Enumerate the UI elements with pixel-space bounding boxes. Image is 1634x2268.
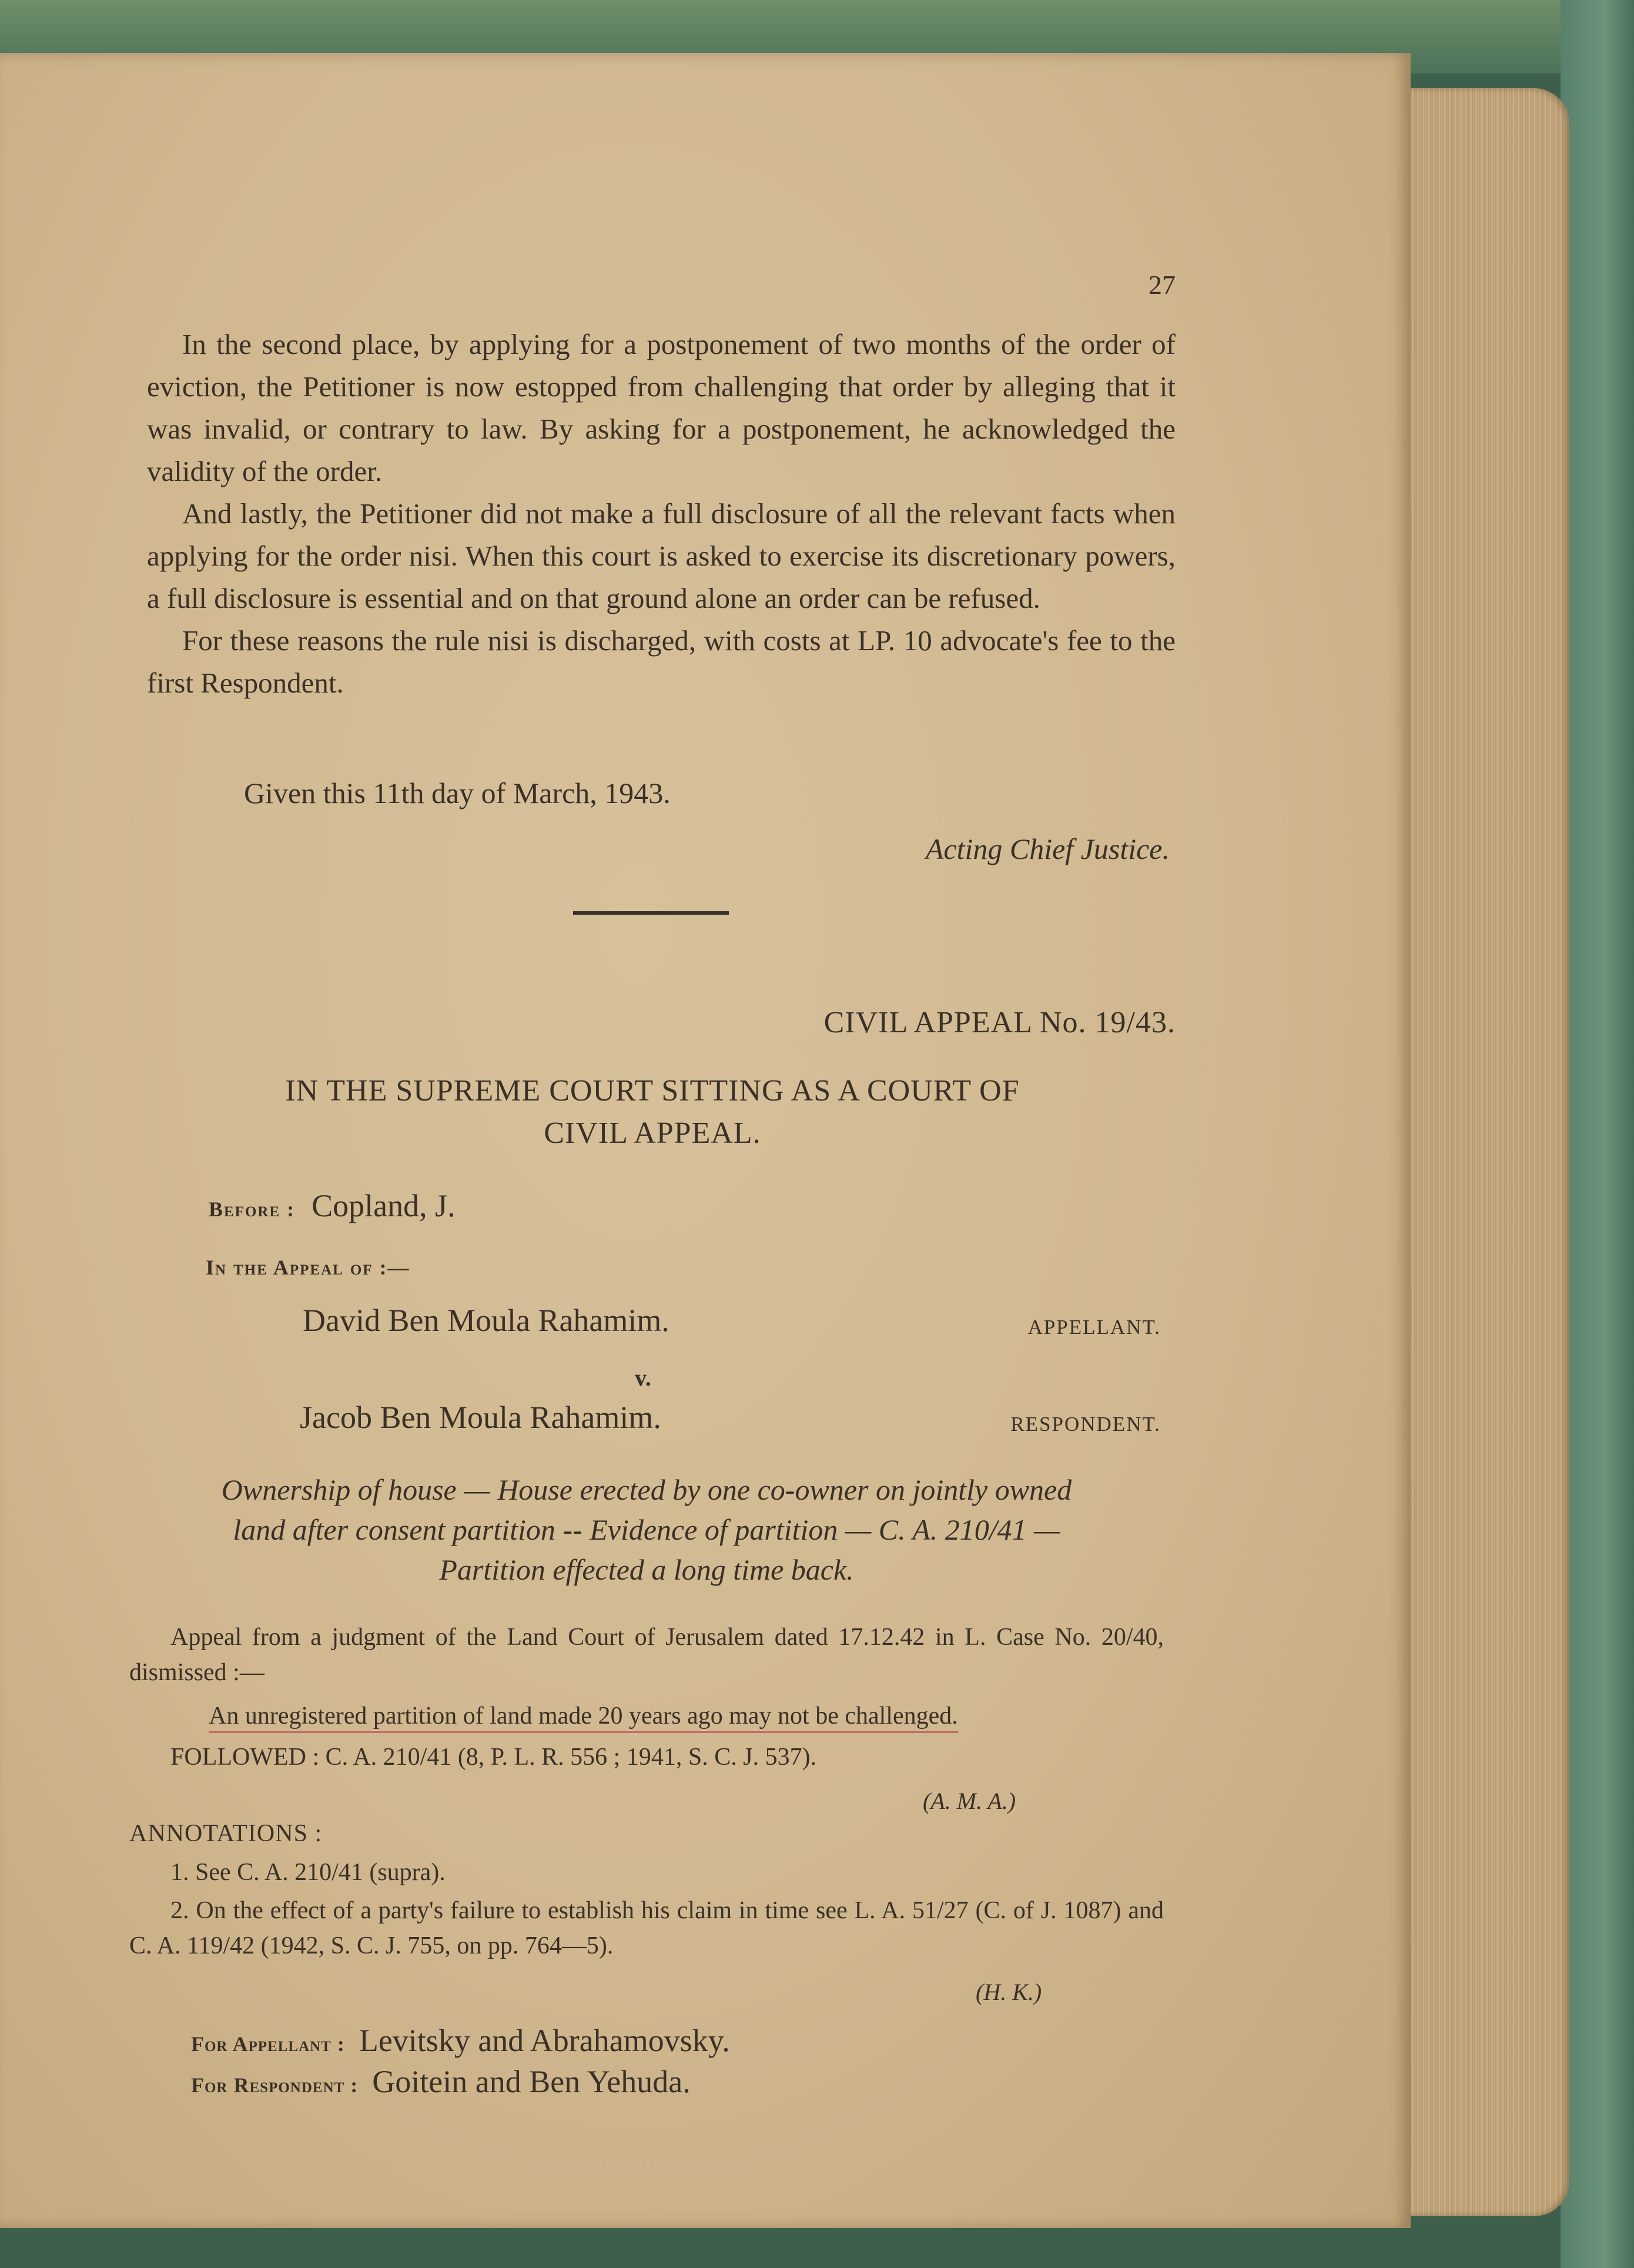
respondent-role: RESPONDENT. bbox=[1010, 1413, 1161, 1436]
appeal-summary-text: Appeal from a judgment of the Land Court of Jerusalem dated 17.12.42 in L. Case No. 20/40, dismissed :— bbox=[129, 1624, 1164, 1686]
court-title-line: IN THE SUPREME COURT SITTING AS A COURT OF bbox=[285, 1074, 1020, 1108]
court-title-line: CIVIL APPEAL. bbox=[544, 1116, 761, 1150]
section-divider bbox=[573, 911, 729, 915]
editor-initials: (A. M. A.) bbox=[923, 1788, 1016, 1814]
headnote-line: Ownership of house — House erected by one co-owner on jointly owned bbox=[221, 1473, 1072, 1506]
paragraph: In the second place, by applying for a postponement of two months of the order of eviction, the Petitioner is now estopped from challenging that order by alleging that it was invalid, or contrary to law. By asking for a postponement, he acknowledged the validity of the order. bbox=[147, 328, 1176, 487]
counsel-label: For Appellant : bbox=[191, 2032, 345, 2056]
counsel-name: Goitein and Ben Yehuda. bbox=[372, 2064, 691, 2099]
case-number: CIVIL APPEAL No. 19/43. bbox=[823, 1006, 1176, 1039]
in-appeal-label: In the Appeal of :— bbox=[206, 1256, 410, 1279]
headnote-line: Partition effected a long time back. bbox=[439, 1553, 854, 1586]
book-page bbox=[0, 53, 1411, 2228]
versus: v. bbox=[635, 1364, 651, 1391]
page-edges bbox=[1399, 88, 1569, 2216]
paragraph: For these reasons the rule nisi is discharged, with costs at LP. 10 advocate's fee to the first Respondent. bbox=[147, 624, 1176, 699]
annotation-text: 2. On the effect of a party's failure to establish his claim in time see L. A. 51/27 (C. of J. 1087) and C. A. 119/42 (1942, S. C. J. 755, on pp. 764—5). bbox=[129, 1897, 1164, 1959]
followed-citation: FOLLOWED : C. A. 210/41 (8, P. L. R. 556 ; 1941, S. C. J. 537). bbox=[170, 1744, 817, 1771]
counsel-label: For Respondent : bbox=[191, 2073, 359, 2097]
annotation-1 bbox=[129, 1855, 1164, 1890]
page-number: 27 bbox=[1149, 270, 1176, 300]
before-line bbox=[209, 1187, 456, 1224]
judge-name: Copland, J. bbox=[312, 1188, 456, 1223]
editor-initials: (H. K.) bbox=[976, 1979, 1042, 2005]
counsel-respondent bbox=[191, 2063, 691, 2100]
appellant-name: David Ben Moula Rahamim. bbox=[303, 1303, 669, 1338]
signature: Acting Chief Justice. bbox=[925, 832, 1170, 865]
headnote bbox=[129, 1470, 1164, 1590]
holding: An unregistered partition of land made 20 years ago may not be challenged. bbox=[209, 1702, 958, 1733]
annotations-heading: ANNOTATIONS : bbox=[129, 1820, 323, 1847]
respondent-name: Jacob Ben Moula Rahamim. bbox=[300, 1400, 661, 1435]
judgment-text bbox=[147, 323, 1176, 704]
appellant-role: APPELLANT. bbox=[1027, 1316, 1161, 1339]
dateline: Given this 11th day of March, 1943. bbox=[244, 777, 671, 809]
counsel-appellant bbox=[191, 2022, 730, 2059]
book-cover-edge bbox=[1561, 0, 1634, 2268]
annotation-2 bbox=[129, 1893, 1164, 1963]
counsel-name: Levitsky and Abrahamovsky. bbox=[359, 2023, 730, 2058]
appeal-summary bbox=[129, 1620, 1164, 1690]
annotation-text: 1. See C. A. 210/41 (supra). bbox=[170, 1859, 446, 1886]
paragraph: And lastly, the Petitioner did not make a full disclosure of all the relevant facts when applying for the order nisi. When this court is asked to exercise its discretionary powers, a full disclosure is essential and on that ground alone an order can be refused. bbox=[147, 497, 1176, 614]
before-label: Before : bbox=[209, 1197, 296, 1221]
headnote-line: land after consent partition -- Evidence of partition — C. A. 210/41 — bbox=[233, 1513, 1060, 1546]
court-title bbox=[176, 1070, 1129, 1155]
